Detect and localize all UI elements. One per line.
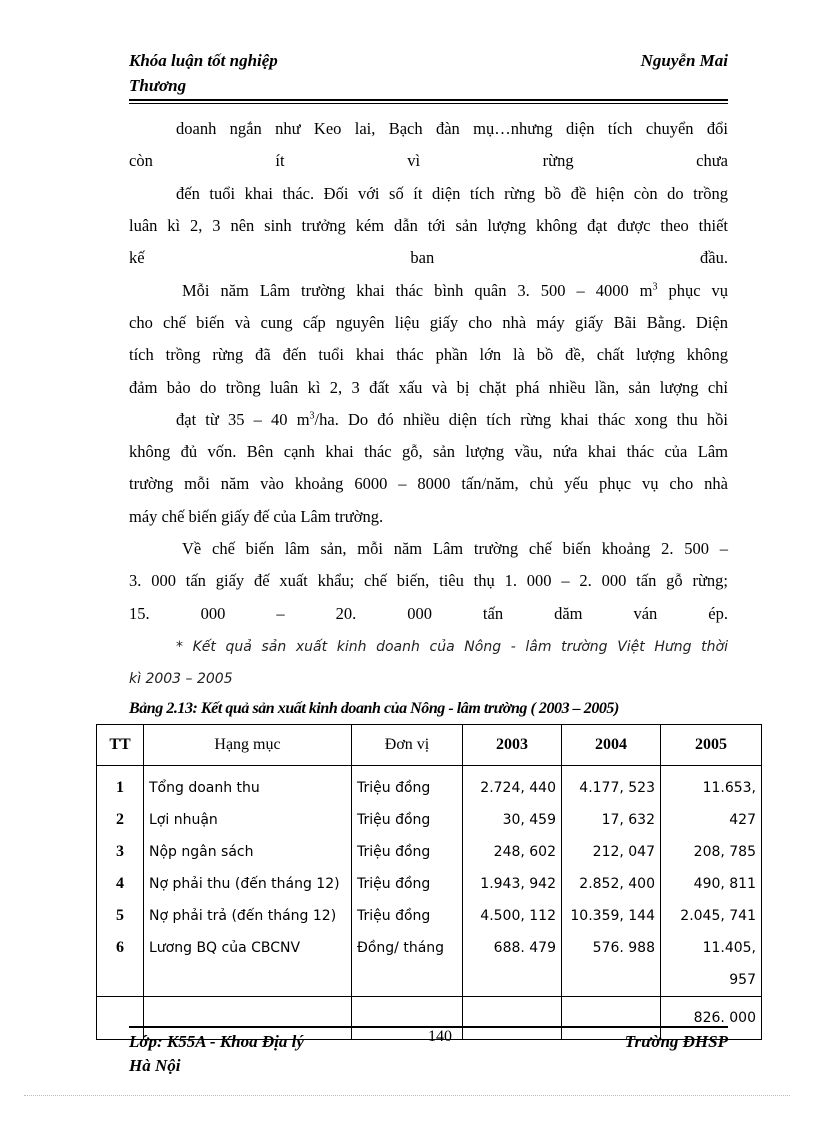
body-line [182,281,728,301]
table-header-row [97,725,762,766]
cell-2003: 2.724, 440 [463,766,562,805]
cell-tt: 5 [97,900,144,932]
word: dăm [554,604,583,623]
footer-class: Lớp: K55A - Khoa Địa lý [129,1032,304,1051]
cell-2004: 2.852, 400 [562,868,661,900]
superscript: 3 [652,281,658,293]
table-row [97,766,762,805]
cell-item: Lương BQ của CBCNV [144,932,352,964]
body-line: luân kì 2, 3 nên sinh trưởng kém dẫn tới sản lượng không đạt được theo thiết [129,216,728,235]
results-table [96,724,762,1040]
word: chưa [696,151,728,170]
section-note: * Kết quả sản xuất kinh doanh của Nông - lâm trường Việt Hưng thời [176,639,728,655]
table-row [97,964,762,997]
cell-2005: 490, 811 [661,868,762,900]
cell-2005: 11.405, [661,932,762,964]
header-2003: 2003 [463,725,562,766]
word: rừng [542,151,574,170]
text-span: Mỗi năm Lâm trường khai thác bình quân 3. 500 – 4000 m [182,281,653,300]
cell-2005: 957 [661,964,762,997]
cell-2004: 17, 632 [562,804,661,836]
table-row [97,836,762,868]
cell-tt: 6 [97,932,144,964]
cell-2003 [463,964,562,997]
body-line: máy chế biến giấy đế của Lâm trường. [129,507,384,526]
cell-item: Tổng doanh thu [144,766,352,805]
cell-tt: 3 [97,836,144,868]
cell-2004: 212, 047 [562,836,661,868]
word: ván [633,604,658,623]
body-line: cho chế biến và cung cấp nguyên liệu giấy cho nhà máy giấy Bãi Bằng. Diện [129,313,728,332]
cell-2003: 30, 459 [463,804,562,836]
header-tt: TT [97,725,144,766]
cell-2003: 688. 479 [463,932,562,964]
cell-2004: 576. 988 [562,932,661,964]
header-2004: 2004 [562,725,661,766]
cell-unit: Triệu đồng [352,766,463,805]
word: ít [275,151,285,170]
word: – [276,604,285,623]
cell-unit: Triệu đồng [352,900,463,932]
word: đầu. [700,248,728,267]
text-span: phục vụ [657,281,729,300]
cell-unit [352,964,463,997]
footer-school: Trường ĐHSP [624,1032,728,1051]
text-span: /ha. Do đó nhiều diện tích rừng khai thác xong thu hồi [314,410,728,429]
body-line-spread [129,604,728,624]
header-unit: Đơn vị [352,725,463,766]
table-row [97,932,762,964]
cell-item [144,964,352,997]
cell-item: Lợi nhuận [144,804,352,836]
table-caption: Bảng 2.13: Kết quả sản xuất kinh doanh của Nông - lâm trường ( 2003 – 2005) [129,700,619,717]
table-row [97,868,762,900]
cell-tt: 2 [97,804,144,836]
header-2005: 2005 [661,725,762,766]
table-row [97,804,762,836]
body-line: trường mỗi năm vào khoảng 6000 – 8000 tấn/năm, chủ yếu phục vụ cho nhà [129,474,728,493]
cell-item: Nợ phải trả (đến tháng 12) [144,900,352,932]
cell-2005: 826. 000 [661,997,762,1040]
footer-class-continued: Hà Nội [129,1056,181,1075]
table-row [97,900,762,932]
word: 000 [200,604,226,623]
header-author: Nguyễn Mai [640,51,728,70]
cell-unit: Triệu đồng [352,804,463,836]
cell-2005: 2.045, 741 [661,900,762,932]
cell-unit: Đồng/ tháng [352,932,463,964]
page-bottom-divider [24,1095,790,1096]
section-note-continued: kì 2003 – 2005 [129,671,233,687]
body-line: đến tuổi khai thác. Đối với số ít diện tích rừng bồ đề hiện còn do trồng [176,184,728,203]
word: còn [129,151,153,170]
word: 000 [407,604,432,623]
header-rule [129,99,728,101]
cell-2003: 1.943, 942 [463,868,562,900]
superscript: 3 [309,410,315,422]
body-line: không đủ vốn. Bên cạnh khai thác gỗ, sản lượng vầu, nứa khai thác của Lâm [129,442,728,461]
header-rule-thin [129,103,728,104]
cell-item: Nộp ngân sách [144,836,352,868]
word: 15. [129,604,150,623]
header-title-continued: Thương [129,76,187,95]
cell-unit: Triệu đồng [352,836,463,868]
body-line-spread [129,248,728,268]
body-line: Về chế biến lâm sản, mỗi năm Lâm trường chế biến khoảng 2. 500 – [182,539,728,558]
word: ép. [708,604,728,623]
cell-2003: 4.500, 112 [463,900,562,932]
cell-2005: 427 [661,804,762,836]
cell-tt: 4 [97,868,144,900]
cell-2005: 208, 785 [661,836,762,868]
body-line [176,410,728,430]
cell-item: Nợ phải thu (đến tháng 12) [144,868,352,900]
body-line: tích trồng rừng đã đến tuổi khai thác phần lớn là bồ đề, chất lượng không [129,345,728,364]
cell-2003 [463,997,562,1040]
word: 20. [335,604,357,623]
cell-2004: 4.177, 523 [562,766,661,805]
word: ban [410,248,435,267]
word: vì [407,151,421,170]
header-item: Hạng mục [144,725,352,766]
cell-tt [97,964,144,997]
cell-2004: 10.359, 144 [562,900,661,932]
cell-tt: 1 [97,766,144,805]
text-span: đạt từ 35 – 40 m [176,410,310,429]
cell-2003: 248, 602 [463,836,562,868]
body-line-spread [129,151,728,171]
body-line: doanh ngắn như Keo lai, Bạch đàn mụ…nhưng diện tích chuyển đổi [176,119,728,138]
header-title: Khóa luận tốt nghiệp [129,51,278,70]
page-number: 140 [428,1028,452,1045]
cell-unit: Triệu đồng [352,868,463,900]
body-line: đảm bảo do trồng luân kì 2, 3 đất xấu và bị chặt phá nhiều lần, sản lượng chỉ [129,378,728,397]
body-line: 3. 000 tấn giấy đế xuất khẩu; chế biến, tiêu thụ 1. 000 – 2. 000 tấn gỗ rừng; [129,571,728,590]
word: tấn [482,604,504,623]
word: kế [129,248,145,267]
cell-2004 [562,964,661,997]
cell-2005: 11.653, [661,766,762,805]
